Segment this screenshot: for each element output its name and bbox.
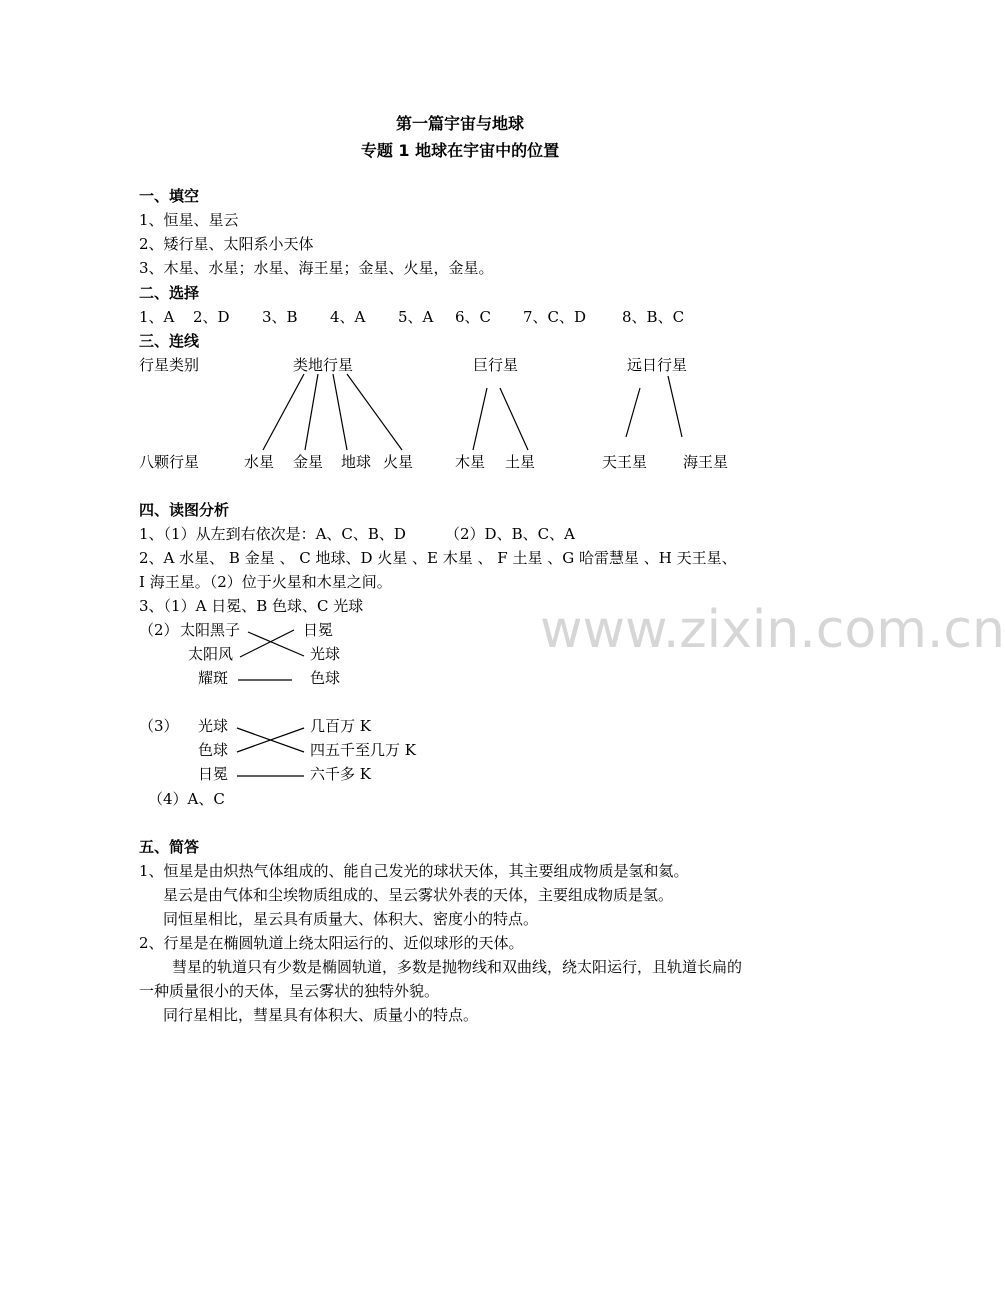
- choice-answer: 6、C: [455, 308, 492, 326]
- connector-line: [333, 374, 347, 450]
- section-heading-matching: 三、连线: [139, 332, 200, 350]
- connector-line: [305, 374, 318, 450]
- analysis-line: I 海王星。（2）位于火星和木星之间。: [139, 573, 392, 591]
- connector-line: [237, 728, 304, 752]
- analysis-line: 3、（1）A 日冕、B 色球、C 光球: [139, 597, 364, 615]
- match-right-item: 色球: [310, 669, 341, 687]
- connector-line: [237, 728, 304, 752]
- match-planet: 天王星: [602, 453, 648, 471]
- section-heading-choice: 二、选择: [139, 284, 200, 302]
- match-left-item: 耀斑: [198, 669, 229, 687]
- match-planet: 水星: [244, 453, 275, 471]
- match-right-item: 日冕: [303, 621, 334, 639]
- choice-answer: 3、B: [262, 308, 298, 326]
- section-heading-fill: 一、填空: [139, 187, 200, 205]
- match-planet: 海王星: [683, 453, 729, 471]
- answer-line: 3、木星、水星；水星、海王星；金星、火星，金星。: [139, 259, 494, 277]
- connector-line: [347, 374, 402, 450]
- match-category: 巨行星: [473, 356, 519, 374]
- match-category: 远日行星: [627, 356, 688, 374]
- choice-answer: 7、C、D: [523, 308, 587, 326]
- choice-answer: 5、A: [398, 308, 434, 326]
- section-heading-analysis: 四、读图分析: [139, 501, 230, 519]
- short-answer-line: 同恒星相比，星云具有质量大、体积大、密度小的特点。: [163, 910, 539, 928]
- choice-answer: 4、A: [330, 308, 366, 326]
- connector-line: [500, 388, 528, 450]
- match-right-item: 光球: [310, 645, 341, 663]
- short-answer-line: 2、行星是在椭圆轨道上绕太阳运行的、近似球形的天体。: [139, 934, 524, 952]
- connector-line: [240, 630, 294, 657]
- match-right-item: 四五千至几万 K: [310, 741, 416, 759]
- watermark: www.zixin.com.cn: [540, 600, 1005, 660]
- match-left-item: 色球: [198, 741, 229, 759]
- short-answer-line: 彗星的轨道只有少数是椭圆轨道，多数是抛物线和双曲线，绕太阳运行，且轨道长扁的: [172, 958, 743, 976]
- match-label: 八颗行星: [139, 453, 200, 471]
- match-planet: 金星: [293, 453, 324, 471]
- answer-line: 2、矮行星、太阳系小天体: [139, 235, 314, 253]
- analysis-line: 1、（1）从左到右依次是：A、C、B、D: [139, 525, 406, 543]
- analysis-sub-label: （3）: [139, 717, 179, 735]
- match-category: 类地行星: [293, 356, 354, 374]
- match-left-item: 太阳黑子: [180, 621, 241, 639]
- choice-answer: 8、B、C: [622, 308, 685, 326]
- short-answer-line: 同行星相比，彗星具有体积大、质量小的特点。: [163, 1006, 479, 1024]
- match-left-item: 光球: [198, 717, 229, 735]
- choice-answer: 2、D: [193, 308, 230, 326]
- connector-line: [473, 388, 487, 450]
- short-answer-line: 1、恒星是由炽热气体组成的、能自己发光的球状天体，其主要组成物质是氢和氦。: [139, 862, 689, 880]
- answer-line: 1、恒星、星云: [139, 211, 239, 229]
- match-planet: 土星: [505, 453, 536, 471]
- analysis-sub-label: （2）: [139, 621, 179, 639]
- choice-answer: 1、A: [139, 308, 175, 326]
- short-answer-line: 星云是由气体和尘埃物质组成的、呈云雾状外表的天体，主要组成物质是氢。: [163, 886, 674, 904]
- analysis-line: （4）A、C: [148, 790, 225, 808]
- match-planet: 地球: [341, 453, 372, 471]
- short-answer-line: 一种质量很小的天体，呈云雾状的独特外貌。: [139, 982, 440, 1000]
- page-subtitle: 专题 1 地球在宇宙中的位置: [360, 141, 560, 160]
- connector-line: [668, 376, 682, 437]
- analysis-line: 2、A 水星、 B 金星 、 C 地球、D 火星 、E 木星 、 F 土星 、G 哈雷慧星 、H 天王星、: [139, 549, 737, 567]
- page-title: 第一篇宇宙与地球: [395, 114, 524, 133]
- section-heading-short-answer: 五、简答: [139, 838, 200, 856]
- match-label: 行星类别: [139, 356, 200, 374]
- connector-line: [248, 632, 304, 656]
- match-right-item: 几百万 K: [310, 717, 371, 735]
- match-planet: 木星: [455, 453, 486, 471]
- match-left-item: 日冕: [198, 765, 229, 783]
- match-planet: 火星: [383, 453, 414, 471]
- match-right-item: 六千多 K: [310, 765, 371, 783]
- match-left-item: 太阳风: [188, 645, 234, 663]
- connector-line: [626, 388, 640, 437]
- analysis-line: （2）D、B、C、A: [445, 525, 575, 543]
- connector-line: [263, 374, 304, 450]
